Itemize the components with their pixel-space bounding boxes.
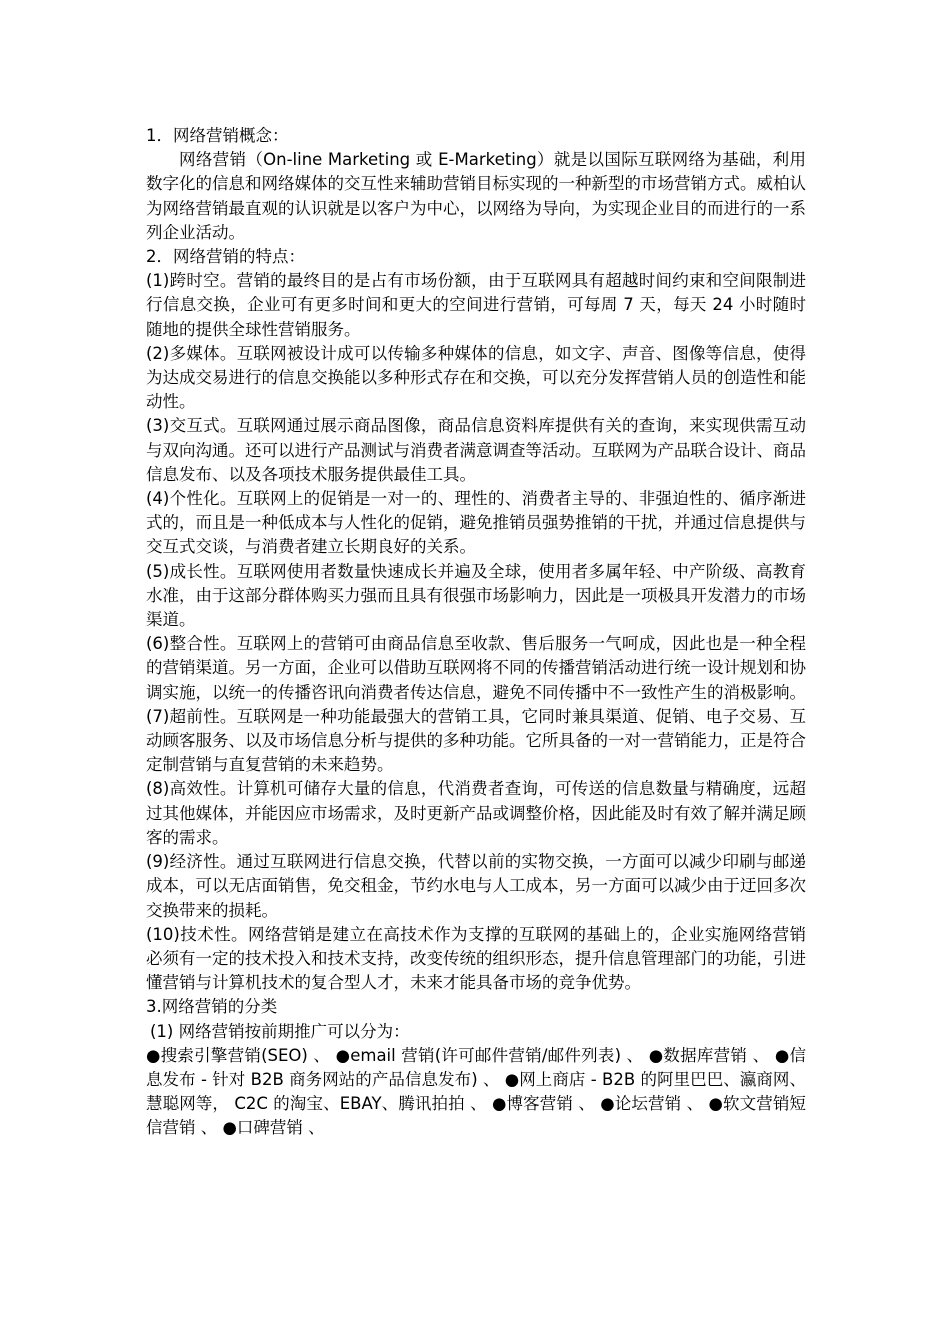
feature-efficiency: (8)高效性。计算机可储存大量的信息，代消费者查询，可传送的信息数量与精确度，远超过其他媒体，并能因应市场需求，及时更新产品或调整价格，因此能及时有效了解并满足顾客的需求。: [146, 779, 806, 847]
feature-interactive: (3)交互式。互联网通过展示商品图像，商品信息资料库提供有关的查询，来实现供需互动与双向沟通。还可以进行产品测试与消费者满意调查等活动。互联网为产品联合设计、商品信息发布、以及各项技术服务提供最佳工具。: [146, 416, 806, 484]
paragraph-concept-definition: 网络营销（On-line Marketing 或 E-Marketing）就是以国际互联网络为基础，利用数字化的信息和网络媒体的交互性来辅助营销目标实现的一种新型的市场营销方式。威柏认为网络营销最直观的认识就是以客户为中心，以网络为导向，为实现企业目的而进行的一系列企业活动。: [146, 150, 806, 242]
feature-technology: (10)技术性。网络营销是建立在高技术作为支撑的互联网的基础上的，企业实施网络营销必须有一定的技术投入和技术支持，改变传统的组织形态，提升信息管理部门的功能，引进懂营销与计算机技术的复合型人才，未来才能具备市场的竞争优势。: [146, 924, 806, 993]
classification-subheading: (1) 网络营销按前期推广可以分为：: [150, 1021, 410, 1041]
document-body: [146, 124, 806, 1141]
feature-forward-looking: (7)超前性。互联网是一种功能最强大的营销工具，它同时兼具渠道、促销、电子交易、互动顾客服务、以及市场信息分析与提供的多种功能。它所具备的一对一营销能力，正是符合定制营销与直复营销的未来趋势。: [146, 706, 806, 775]
feature-cross-time-space: (1)跨时空。营销的最终目的是占有市场份额，由于互联网具有超越时间约束和空间限制进行信息交换，企业可有更多时间和更大的空间进行营销，可每周 7 天，每天 24 小时随时随地的提供全球性营销服务。: [146, 271, 806, 339]
heading-classification: 3.网络营销的分类: [146, 997, 278, 1017]
feature-economy: (9)经济性。通过互联网进行信息交换，代替以前的实物交换，一方面可以减少印刷与邮递成本，可以无店面销售，免交租金，节约水电与人工成本，另一方面可以减少由于迂回多次交换带来的损耗。: [146, 852, 806, 920]
feature-growth: (5)成长性。互联网使用者数量快速成长并遍及全球，使用者多属年轻、中产阶级、高教育水准，由于这部分群体购买力强而且具有很强市场影响力，因此是一项极具开发潜力的市场渠道。: [146, 561, 806, 630]
feature-integration: (6)整合性。互联网上的营销可由商品信息至收款、售后服务一气呵成，因此也是一种全程的营销渠道。另一方面，企业可以借助互联网将不同的传播营销活动进行统一设计规划和协调实施，以统一的传播咨讯向消费者传达信息，避免不同传播中不一致性产生的消极影响。: [146, 634, 806, 702]
classification-list: ●搜索引擎营销(SEO) 、 ●email 营销(许可邮件营销/邮件列表) 、 ●数据库营销 、 ●信息发布 - 针对 B2B 商务网站的产品信息发布) 、 ●网上商店 - B2B 的阿里巴巴、瀛商网、慧聪网等， C2C 的淘宝、EBAY、腾讯拍拍 、 ●博客营销 、 ●论坛营销 、 ●软文营销短信营销 、 ●口碑营销 、: [146, 1045, 806, 1138]
feature-multimedia: (2)多媒体。互联网被设计成可以传输多种媒体的信息，如文字、声音、图像等信息，使得为达成交易进行的信息交换能以多种形式存在和交换，可以充分发挥营销人员的创造性和能动性。: [146, 343, 806, 412]
feature-personalized: (4)个性化。互联网上的促销是一对一的、理性的、消费者主导的、非强迫性的、循序渐进式的，而且是一种低成本与人性化的促销，避免推销员强势推销的干扰，并通过信息提供与交互式交谈，与消费者建立长期良好的关系。: [146, 489, 806, 557]
heading-concept: 1．网络营销概念：: [146, 126, 289, 145]
heading-features: 2．网络营销的特点：: [146, 247, 305, 267]
